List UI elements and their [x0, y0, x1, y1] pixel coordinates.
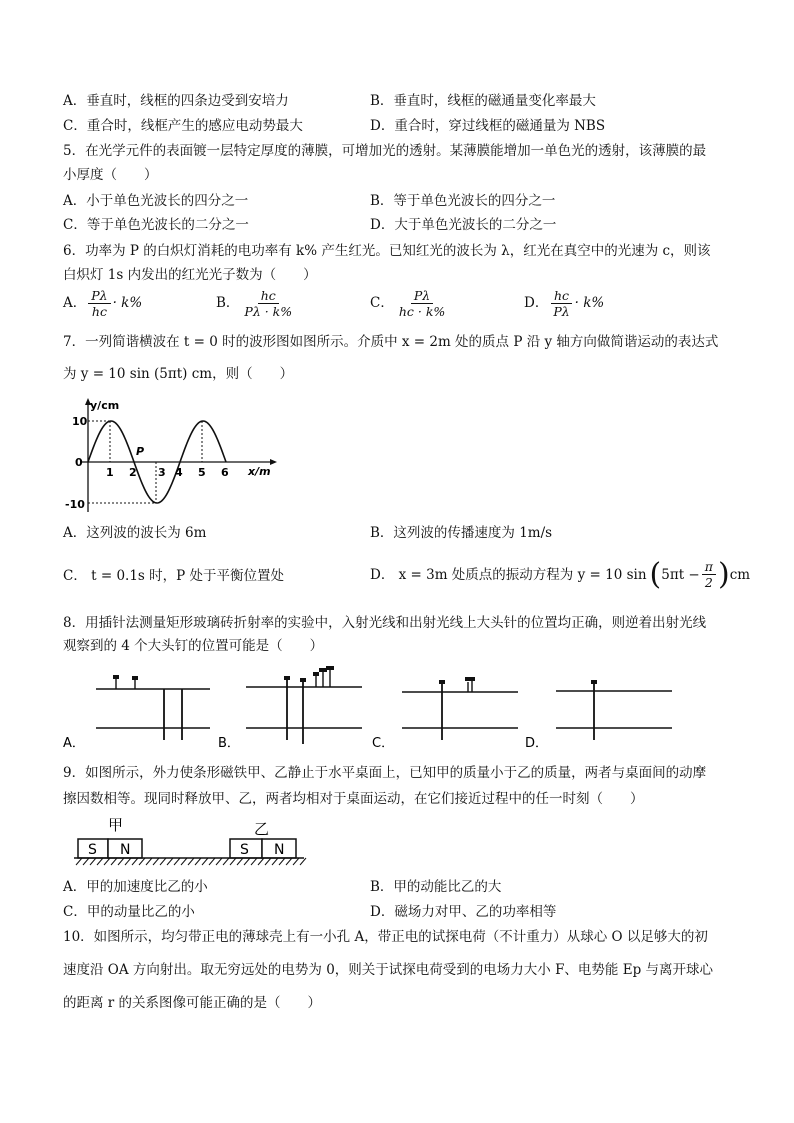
- pin-head-icon: [284, 676, 290, 680]
- pin-head-icon: [132, 676, 138, 680]
- x-tick-2: 2: [129, 466, 137, 479]
- x-axis-label: x/m: [248, 465, 271, 478]
- q5-option-b: B．等于单色光波长的四分之一: [370, 193, 556, 209]
- q6-d-numerator: hc: [551, 288, 572, 304]
- y-tick-minus-10: -10: [65, 498, 85, 511]
- q7-option-b: B．这列波的传播速度为 1m/s: [370, 525, 553, 541]
- magnet-yi-s-text: S: [240, 842, 249, 858]
- q6-a-numerator: Pλ: [88, 288, 110, 304]
- pin-head-icon: [591, 680, 597, 684]
- hatch-line: [188, 858, 194, 865]
- q6-c-denominator: hc · k%: [398, 304, 446, 319]
- y-tick-0: 0: [75, 456, 83, 469]
- hatch-line: [216, 858, 222, 865]
- q9-option-d: D．磁场力对甲、乙的功率相等: [370, 904, 557, 920]
- q6-option-d-label: D．: [524, 295, 549, 311]
- q10-stem-line1: 10．如图所示，均匀带正电的薄球壳上有一小孔 A，带正电的试探电荷（不计重力）从球心 O 以足够大的初: [63, 929, 708, 945]
- x-tick-6: 6: [221, 466, 229, 479]
- hatch-line: [230, 858, 236, 865]
- pin-head-icon: [300, 678, 306, 682]
- q8-diagram-d: [556, 680, 672, 740]
- y-tick-10: 10: [72, 415, 88, 428]
- pin-head-icon: [326, 666, 334, 670]
- q6-stem-line1: 6．功率为 P 的白炽灯消耗的电功率有 k% 产生红光。已知红光的波长为 λ，红光在真空中的光速为 c，则该: [63, 243, 711, 259]
- q7-option-c: C． t = 0.1s 时，P 处于平衡位置处: [63, 568, 285, 584]
- hatch-line: [223, 858, 229, 865]
- q9-magnets-figure: [72, 812, 312, 868]
- y-axis-label: y/cm: [90, 399, 120, 412]
- pin-head-icon: [465, 677, 475, 681]
- q10-stem-line2: 速度沿 OA 方向射出。取无穷远处的电势为 0，则关于试探电荷受到的电场力大小 F、电势能 Ep 与离开球心: [63, 962, 714, 978]
- hatch-line: [118, 858, 124, 865]
- hatch-line: [125, 858, 131, 865]
- q4-option-b: B．垂直时，线框的磁通量变化率最大: [370, 93, 596, 109]
- hatch-line: [279, 858, 285, 865]
- q8-label-b: B．: [218, 736, 240, 751]
- hatch-line: [90, 858, 96, 865]
- q8-label-a: A．: [63, 736, 85, 751]
- q6-option-b-fraction: [241, 288, 295, 319]
- q5-option-c: C．等于单色光波长的二分之一: [63, 217, 249, 233]
- hatch-line: [272, 858, 278, 865]
- q5-stem-line1: 5．在光学元件的表面镀一层特定厚度的薄膜，可增加光的透射。某薄膜能增加一单色光的透射，该薄膜的最: [63, 143, 707, 159]
- pin-head-icon: [319, 668, 327, 672]
- q9-option-a: A．甲的加速度比乙的小: [63, 879, 208, 895]
- magnet-yi-n-text: N: [274, 842, 285, 858]
- q6-option-a-fraction: [88, 288, 110, 319]
- q4-option-c: C．重合时，线框产生的感应电动势最大: [63, 118, 303, 134]
- q6-option-c-fraction: [396, 288, 448, 319]
- q9-option-b: B．甲的动能比乙的大: [370, 879, 502, 895]
- q5-option-a: A．小于单色光波长的四分之一: [63, 193, 249, 209]
- table-hatching: [76, 858, 306, 865]
- hatch-line: [202, 858, 208, 865]
- magnet-jia-label: 甲: [108, 816, 124, 834]
- q7-wave-graph: [60, 392, 290, 517]
- hatch-line: [167, 858, 173, 865]
- q7-d-left-paren: (: [649, 556, 662, 592]
- q6-option-a-label: A．: [63, 295, 87, 311]
- hatch-line: [195, 858, 201, 865]
- q6-option-d: [524, 288, 604, 319]
- q5-stem-line2: 小厚度（ ）: [63, 167, 158, 183]
- x-tick-5: 5: [198, 466, 206, 479]
- q6-option-a: [63, 288, 142, 319]
- x-tick-3: 3: [158, 466, 166, 479]
- q6-option-c-label: C．: [370, 295, 394, 311]
- hatch-line: [97, 858, 103, 865]
- q9-stem-line1: 9．如图所示，外力使条形磁铁甲、乙静止于水平桌面上，已知甲的质量小于乙的质量，两者与桌面间的动摩: [63, 765, 707, 781]
- q6-stem-line2: 白炽灯 1s 内发出的红光光子数为（ ）: [63, 267, 317, 283]
- q4-option-d: D．重合时，穿过线框的磁通量为 NBS: [370, 118, 606, 134]
- q5-option-d: D．大于单色光波长的二分之一: [370, 217, 557, 233]
- q6-option-b: [216, 288, 297, 319]
- q10-stem-line3: 的距离 r 的关系图像可能正确的是（ ）: [63, 995, 322, 1011]
- q8-diagrams: [60, 662, 680, 754]
- hatch-line: [300, 858, 306, 865]
- hatch-line: [258, 858, 264, 865]
- pin-head-icon: [113, 675, 119, 679]
- q9-option-c: C．甲的动量比乙的小: [63, 904, 195, 920]
- hatch-line: [160, 858, 166, 865]
- q8-diagram-c: [402, 677, 518, 740]
- x-tick-4: 4: [175, 466, 183, 479]
- hatch-line: [139, 858, 145, 865]
- q7-d-numerator: π: [702, 559, 716, 575]
- q7-d-right-paren: ): [717, 556, 730, 592]
- hatch-line: [104, 858, 110, 865]
- hatch-line: [209, 858, 215, 865]
- hatch-line: [237, 858, 243, 865]
- q7-d-middle: 5πt −: [661, 566, 700, 583]
- q6-b-denominator: Pλ · k%: [244, 304, 293, 319]
- q7-stem-line1: 7．一列简谐横波在 t = 0 时的波形图如图所示。介质中 x = 2m 处的质点 P 沿 y 轴方向做简谐运动的表达式: [63, 334, 719, 350]
- hatch-line: [286, 858, 292, 865]
- hatch-line: [153, 858, 159, 865]
- q7-option-a: A．这列波的波长为 6m: [63, 525, 207, 541]
- q8-stem-line1: 8．用插针法测量矩形玻璃砖折射率的实验中，入射光线和出射光线上大头针的位置均正确，则逆着出射光线: [63, 615, 707, 631]
- q9-stem-line2: 擦因数相等。现同时释放甲、乙，两者均相对于桌面运动，在它们接近过程中的任一时刻（ ）: [63, 791, 644, 807]
- q7-d-denominator: 2: [704, 575, 713, 590]
- q6-d-denominator: Pλ: [553, 304, 570, 319]
- magnet-jia-s-text: S: [88, 842, 97, 858]
- q8-diagram-a: [96, 675, 210, 740]
- magnet-yi-label: 乙: [254, 820, 270, 838]
- hatch-line: [83, 858, 89, 865]
- q8-label-c: C．: [372, 736, 395, 751]
- x-axis-arrow-icon: [270, 459, 277, 465]
- x-tick-1: 1: [106, 466, 114, 479]
- q6-option-b-label: B．: [216, 295, 240, 311]
- q8-label-d: D．: [525, 736, 549, 751]
- q6-a-denominator: hc: [91, 304, 107, 319]
- q6-c-numerator: Pλ: [411, 288, 433, 304]
- q6-option-c: [370, 288, 450, 319]
- hatch-line: [132, 858, 138, 865]
- q7-d-fraction: [702, 559, 716, 590]
- hatch-line: [76, 858, 82, 865]
- hatch-line: [111, 858, 117, 865]
- hatch-line: [181, 858, 187, 865]
- pin-head-icon: [313, 672, 319, 676]
- hatch-line: [244, 858, 250, 865]
- pin-head-icon: [439, 680, 445, 684]
- hatch-line: [251, 858, 257, 865]
- q7-d-prefix: D． x = 3m 处质点的振动方程为 y = 10 sin: [370, 566, 647, 583]
- point-p-label: P: [136, 445, 145, 458]
- q6-d-tail: · k%: [574, 295, 605, 311]
- q8-stem-line2: 观察到的 4 个大头钉的位置可能是（ ）: [63, 638, 324, 654]
- q8-diagram-b: [246, 666, 362, 744]
- hatch-line: [174, 858, 180, 865]
- q7-stem-line2: 为 y = 10 sin (5πt) cm，则（ ）: [63, 366, 294, 382]
- q7-option-d: [370, 556, 751, 592]
- hatch-line: [265, 858, 271, 865]
- hatch-line: [293, 858, 299, 865]
- q6-a-tail: · k%: [112, 295, 143, 311]
- magnet-jia-n-text: N: [120, 842, 131, 858]
- hatch-line: [146, 858, 152, 865]
- q6-b-numerator: hc: [258, 288, 279, 304]
- q4-option-a: A．垂直时，线框的四条边受到安培力: [63, 93, 289, 109]
- q6-option-d-fraction: [550, 288, 572, 319]
- q7-d-unit: cm: [729, 566, 751, 583]
